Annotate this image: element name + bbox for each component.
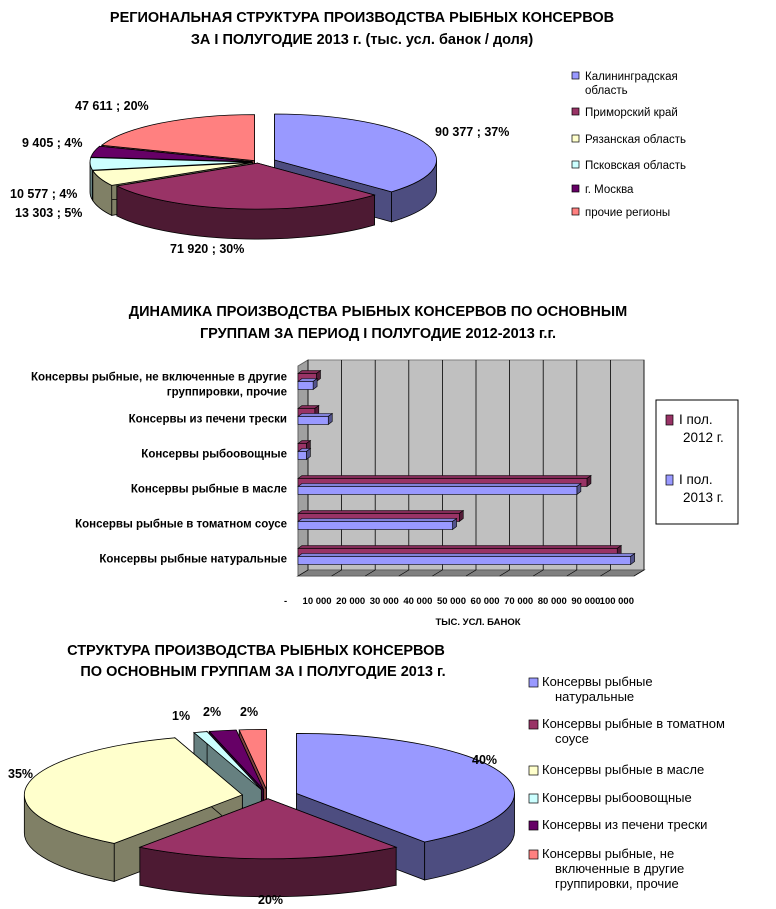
chart2-xtick: 30 000 — [369, 596, 399, 607]
chart1-label-псковская-область: 10 577 ; 4% — [10, 187, 78, 201]
chart2-xtick: 70 000 — [504, 596, 534, 607]
chart2-xtick: 50 000 — [436, 596, 466, 607]
chart1-label-калининградская-область: 90 377 ; 37% — [435, 125, 510, 139]
chart3-legend-label-консервы-из-печени-трески: Консервы из печени трески — [542, 817, 708, 832]
chart2-bar-i-пол-2013-г-1-top — [298, 519, 457, 522]
chart3-legend-swatch-консервы-рыбные-натуральные — [529, 678, 538, 687]
chart3-label-консервы-рыбные-не-включенные-в-другие-группировки-прочие: 2% — [240, 705, 259, 719]
chart2-bar-i-пол-2013-г-4-top — [298, 414, 332, 417]
chart3-label-консервы-рыбные-в-томатном-соусе: 20% — [258, 893, 284, 907]
chart1-legend — [572, 71, 686, 219]
chart1-legend-swatch-приморский-край — [572, 108, 579, 115]
chart1-legend-label-псковская-область: Псковская область — [585, 160, 686, 172]
chart1-legend-label-г-москва: г. Москва — [585, 184, 634, 196]
chart2-x-axis-label: ТЫС. УСЛ. БАНОК — [435, 617, 521, 628]
chart2-legend — [656, 400, 738, 524]
chart3-title-line2: ПО ОСНОВНЫМ ГРУППАМ ЗА I ПОЛУГОДИЕ 2013 г. — [80, 664, 446, 680]
chart2-xtick: 10 000 — [302, 596, 332, 607]
chart2-side-wall — [298, 360, 308, 576]
chart1-legend-swatch-рязанская-область — [572, 135, 579, 142]
chart2-legend-label-i-пол-2012-г: I пол. 2012 г. — [679, 412, 724, 445]
chart2-bar-i-пол-2012-г-2-top — [298, 476, 591, 479]
chart2-xtick: - — [284, 596, 288, 607]
chart2-bar-i-пол-2013-г-0-top — [298, 554, 635, 557]
chart2-category-консервы-рыбные-в-масле: Консервы рыбные в масле — [130, 483, 287, 496]
chart3-legend-swatch-консервы-рыбные-в-томатном-соусе — [529, 720, 538, 729]
chart2-title-line2: ГРУППАМ ЗА ПЕРИОД I ПОЛУГОДИЕ 2012-2013 г.г. — [199, 326, 557, 342]
chart2-xtick: 90 000 — [571, 596, 601, 607]
chart2-xtick: 60 000 — [470, 596, 500, 607]
chart2-xtick: 100 000 — [599, 596, 634, 607]
chart2-legend-swatch-i-пол-2012-г — [666, 415, 673, 425]
chart2-bar-i-пол-2013-г-1 — [298, 522, 453, 530]
chart2-category-консервы-рыбные-натуральные: Консервы рыбные натуральные — [99, 553, 287, 566]
chart2-bar-i-пол-2012-г-1-top — [298, 511, 463, 514]
chart2-bar-i-пол-2013-г-5 — [298, 382, 313, 390]
chart3-label-консервы-рыбные-натуральные: 40% — [472, 753, 498, 767]
chart1-legend-label-рязанская-область: Рязанская область — [585, 134, 686, 146]
chart1-label-рязанская-область: 13 303 ; 5% — [15, 206, 83, 220]
chart3-legend-label-консервы-рыбные-в-томатном-соусе: Консервы рыбные в томатном соусе — [542, 716, 725, 746]
chart2-legend-swatch-i-пол-2013-г — [666, 475, 673, 485]
chart3-legend-swatch-консервы-рыбные-не-включенные-в-другие-группировки-прочие — [529, 850, 538, 859]
chart3-legend-swatch-консервы-рыбоовощные — [529, 794, 538, 803]
chart3-legend-label-консервы-рыбные-натуральные: Консервы рыбные натуральные — [542, 674, 653, 704]
chart1-pie — [90, 114, 437, 239]
chart3-label-консервы-рыбоовощные: 1% — [172, 709, 191, 723]
chart2-bar-i-пол-2013-г-0 — [298, 557, 631, 565]
chart1-label-г-москва: 9 405 ; 4% — [22, 136, 83, 150]
chart2-plot-area — [298, 360, 644, 576]
chart1-title-line1: РЕГИОНАЛЬНАЯ СТРУКТУРА ПРОИЗВОДСТВА РЫБНЫХ КОНСЕРВОВ — [109, 10, 615, 26]
chart1-legend-swatch-г-москва — [572, 185, 579, 192]
chart3-legend-label-консервы-рыбные-в-масле: Консервы рыбные в масле — [542, 762, 705, 777]
chart3-legend-label-консервы-рыбоовощные: Консервы рыбоовощные — [542, 790, 692, 805]
chart1-label-приморский-край: 71 920 ; 30% — [170, 242, 245, 256]
chart2-xtick: 20 000 — [336, 596, 366, 607]
chart1-legend-swatch-псковская-область — [572, 161, 579, 168]
chart1-legend-swatch-прочие-регионы — [572, 208, 579, 215]
regional-structure-pie-chart — [10, 10, 686, 256]
chart2-title-line1: ДИНАМИКА ПРОИЗВОДСТВА РЫБНЫХ КОНСЕРВОВ ПО ОСНОВНЫМ — [128, 304, 628, 320]
chart2-category-консервы-рыбные-в-томатном-соусе: Консервы рыбные в томатном соусе — [75, 518, 287, 531]
chart2-category-консервы-из-печени-трески: Консервы из печени трески — [128, 413, 287, 426]
chart2-bar-i-пол-2013-г-2-top — [298, 484, 581, 487]
chart2-bar-i-пол-2012-г-0-top — [298, 546, 621, 549]
chart2-category-labels — [31, 372, 287, 566]
chart2-xtick: 40 000 — [403, 596, 433, 607]
chart2-bar-i-пол-2013-г-4 — [298, 417, 328, 425]
chart3-legend-swatch-консервы-из-печени-трески — [529, 821, 538, 830]
chart2-category-консервы-рыбоовощные: Консервы рыбоовощные — [141, 448, 287, 461]
chart2-category-консервы-рыбные-не-включенные-в-другие-группировки-прочие: Консервы рыбные, не включенные в другие группировки, прочие — [30, 371, 287, 399]
chart3-pie — [24, 729, 514, 896]
chart1-legend-label-приморский-край: Приморский край — [585, 107, 678, 119]
chart3-title-line1: СТРУКТУРА ПРОИЗВОДСТВА РЫБНЫХ КОНСЕРВОВ — [67, 643, 445, 659]
chart3-legend-label-консервы-рыбные-не-включенные-в-другие-группировки-прочие: Консервы рыбные, не включенные в другие группировки, прочие — [542, 846, 685, 891]
production-dynamics-bar-chart — [31, 304, 738, 628]
chart1-legend-label-калининградская-область: Калининградская область — [585, 71, 678, 97]
chart3-legend — [529, 674, 725, 891]
group-structure-pie-chart — [8, 643, 725, 907]
chart3-label-консервы-из-печени-трески: 2% — [203, 705, 222, 719]
chart2-bar-i-пол-2013-г-3 — [298, 452, 306, 460]
chart2-xtick: 80 000 — [537, 596, 567, 607]
chart3-legend-swatch-консервы-рыбные-в-масле — [529, 766, 538, 775]
chart2-x-tick-labels — [284, 596, 634, 607]
chart3-label-консервы-рыбные-в-масле: 35% — [8, 767, 34, 781]
chart2-legend-label-i-пол-2013-г: I пол. 2013 г. — [679, 472, 724, 505]
chart2-bar-i-пол-2013-г-2 — [298, 487, 577, 495]
chart1-label-прочие-регионы: 47 611 ; 20% — [75, 99, 149, 113]
chart1-legend-swatch-калининградская-область — [572, 72, 579, 79]
chart1-legend-label-прочие-регионы: прочие регионы — [585, 207, 671, 219]
chart1-title-line2: ЗА I ПОЛУГОДИЕ 2013 г. (тыс. усл. банок / доля) — [190, 32, 534, 48]
